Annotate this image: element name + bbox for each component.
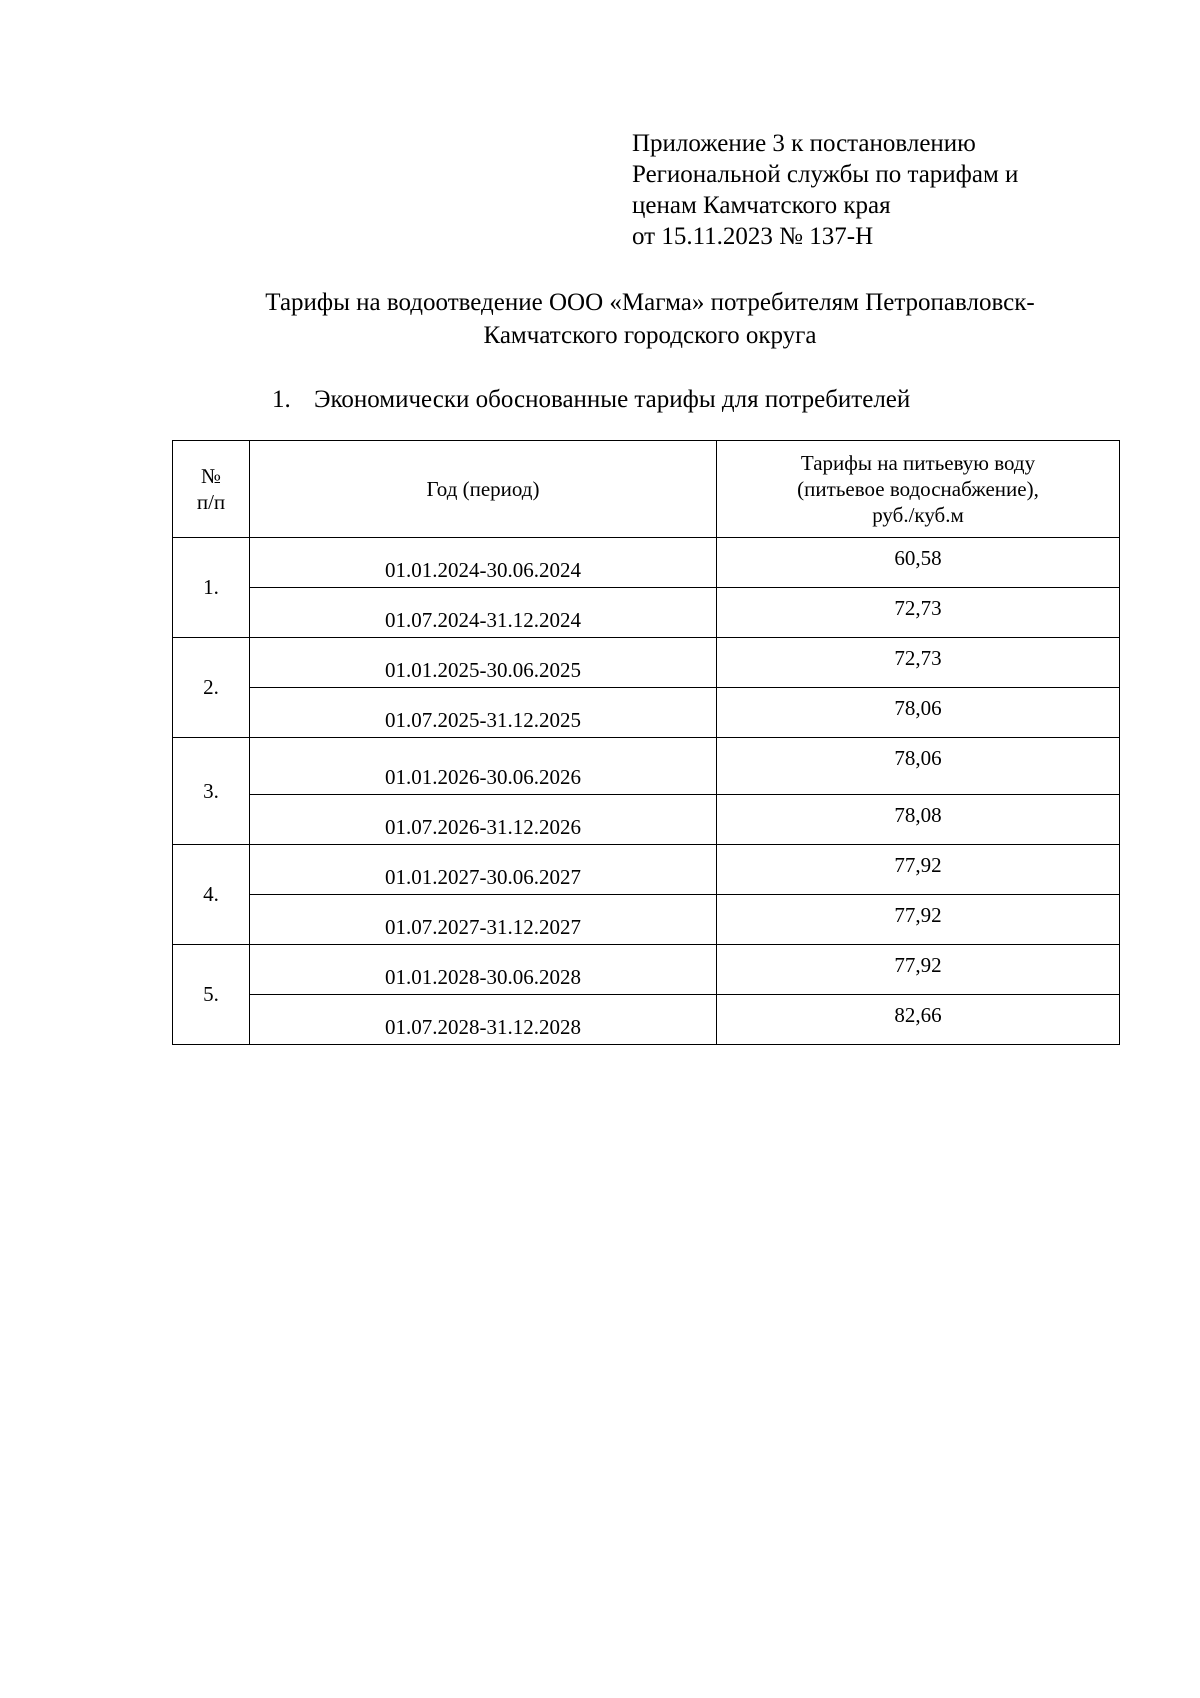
table-row [173, 845, 1120, 895]
row-period: 01.01.2026-30.06.2026 [250, 738, 717, 795]
section-text: Экономически обоснованные тарифы для потребителей [314, 386, 911, 413]
row-period: 01.01.2028-30.06.2028 [250, 945, 717, 995]
header-tariff-line: Тарифы на питьевую воду [800, 451, 1036, 475]
row-period: 01.07.2025-31.12.2025 [250, 688, 717, 738]
header-number [173, 441, 250, 538]
row-index: 3. [173, 738, 250, 845]
header-number-line: п/п [196, 490, 226, 514]
row-index: 4. [173, 845, 250, 945]
document-title [150, 286, 1150, 352]
header-tariff-line: (питьевое водоснабжение), [797, 477, 1039, 501]
row-period: 01.01.2027-30.06.2027 [250, 845, 717, 895]
section-number: 1. [272, 386, 291, 413]
row-value: 77,92 [717, 945, 1120, 995]
row-period: 01.07.2024-31.12.2024 [250, 588, 717, 638]
row-value: 78,06 [717, 688, 1120, 738]
header-number-line: № [200, 464, 222, 488]
row-value: 78,08 [717, 795, 1120, 845]
row-value: 82,66 [717, 995, 1120, 1045]
row-period: 01.07.2028-31.12.2028 [250, 995, 717, 1045]
row-value: 77,92 [717, 845, 1120, 895]
header-tariff-line: руб./куб.м [872, 503, 964, 527]
table-row [173, 995, 1120, 1045]
row-index: 2. [173, 638, 250, 738]
table-row [173, 688, 1120, 738]
row-value: 77,92 [717, 895, 1120, 945]
header-period: Год (период) [250, 441, 717, 538]
table-row [173, 538, 1120, 588]
document-title-line: Камчатского городского округа [483, 322, 817, 349]
row-value: 60,58 [717, 538, 1120, 588]
table-row [173, 945, 1120, 995]
row-period: 01.01.2025-30.06.2025 [250, 638, 717, 688]
row-period: 01.07.2027-31.12.2027 [250, 895, 717, 945]
appendix-line: ценам Камчатского края [632, 192, 891, 219]
row-period: 01.01.2024-30.06.2024 [250, 538, 717, 588]
appendix-line: Приложение 3 к постановлению [632, 130, 976, 157]
row-period: 01.07.2026-31.12.2026 [250, 795, 717, 845]
section-heading [272, 385, 910, 415]
table-row [173, 738, 1120, 795]
table-header-row [173, 441, 1120, 538]
row-value: 72,73 [717, 588, 1120, 638]
table-row [173, 795, 1120, 845]
header-tariff [717, 441, 1120, 538]
table-row [173, 895, 1120, 945]
appendix-line: Региональной службы по тарифам и [632, 161, 1019, 188]
row-value: 72,73 [717, 638, 1120, 688]
appendix-line: от 15.11.2023 № 137-Н [632, 223, 874, 250]
tariff-table [172, 440, 1120, 1045]
row-value: 78,06 [717, 738, 1120, 795]
appendix-block [632, 128, 1018, 252]
table-row [173, 588, 1120, 638]
row-index: 1. [173, 538, 250, 638]
row-index: 5. [173, 945, 250, 1045]
document-title-line: Тарифы на водоотведение ООО «Магма» потребителям Петропавловск- [265, 289, 1035, 316]
table-row [173, 638, 1120, 688]
